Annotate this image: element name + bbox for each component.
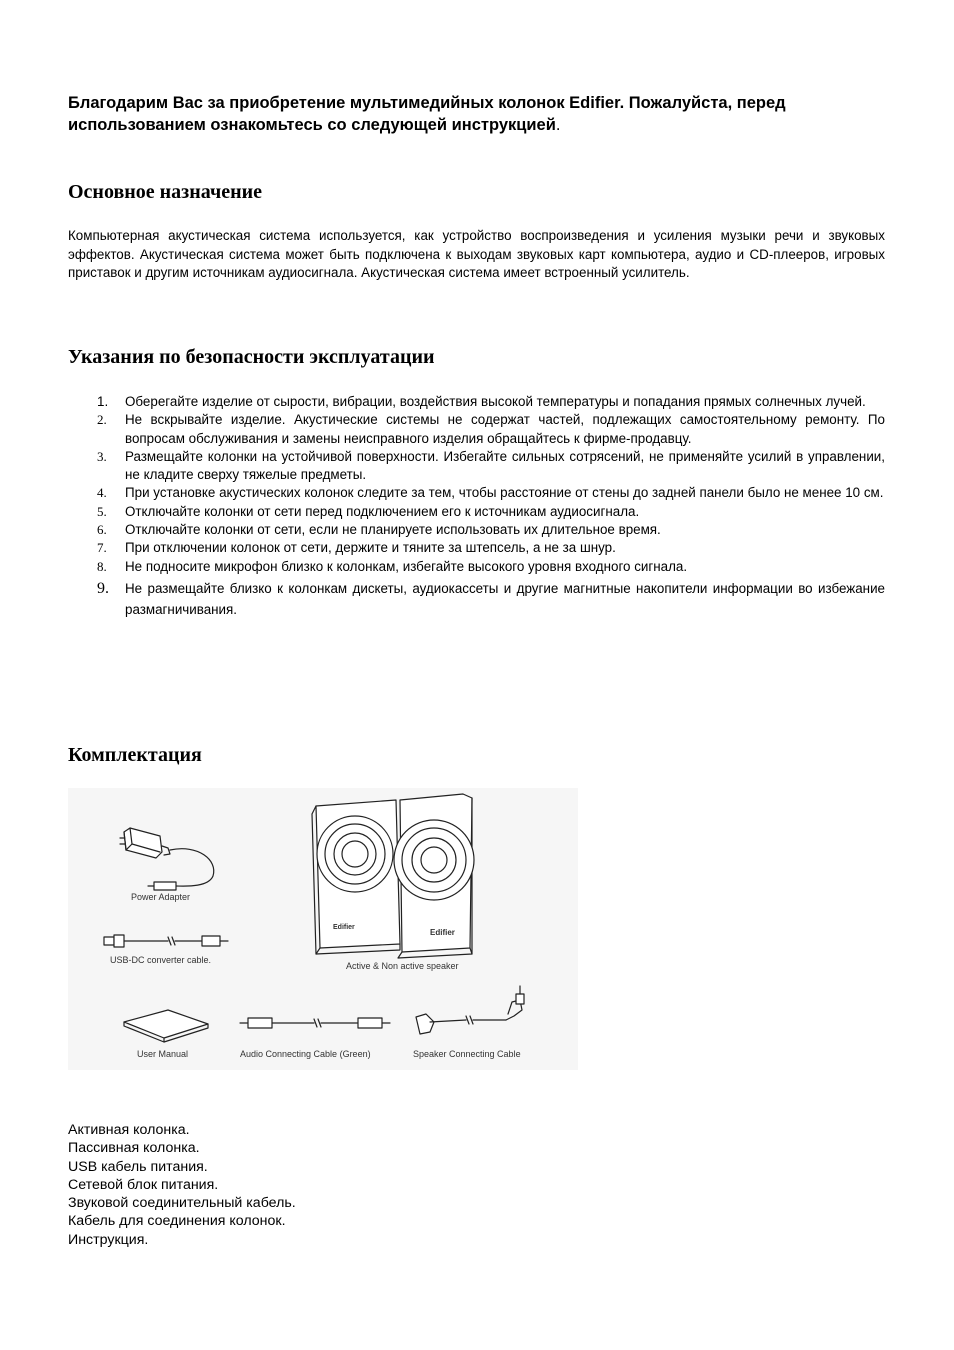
caption-speaker-cable: Speaker Connecting Cable — [413, 1049, 521, 1059]
rule-text: Не подносите микрофон близко к колонкам, избегайте высокого уровня входного сигнала. — [125, 558, 688, 574]
safety-heading: Указания по безопасности эксплуатации — [68, 346, 435, 368]
intro-text — [68, 92, 888, 136]
safety-rules-list — [68, 393, 885, 620]
package-items-list — [68, 1121, 296, 1249]
package-item: Сетевой блок питания. — [68, 1176, 219, 1193]
safety-rule — [68, 539, 885, 557]
rule-number: 3. — [97, 448, 107, 464]
rule-text: Отключайте колонки от сети перед подключением его к источникам аудиосигнала. — [125, 503, 640, 519]
speaker-cable-illustration — [416, 986, 524, 1034]
rule-number: 6. — [97, 522, 107, 538]
rule-number: 1. — [97, 394, 109, 409]
intro-period: . — [555, 116, 561, 134]
intro-main: Благодарим Вас за приобретение мультимедийных колонок Edifier. Пожалуйста, перед использованием ознакомьтесь со следующей инструкцией — [68, 94, 786, 134]
rule-text: Отключайте колонки от сети, если не планируете использовать их длительное время. — [125, 522, 661, 538]
rule-text: Не вскрывайте изделие. Акустические системы не содержат частей, подлежащих самостоятельному ремонту. По вопросам обслуживания и замены неисправного изделия обращайтесь к фирме-продавцу. — [125, 412, 885, 446]
user-manual-illustration — [124, 1010, 208, 1042]
safety-rule — [68, 393, 885, 411]
rule-text: При отключении колонок от сети, держите и тяните за штепсель, а не за шнур. — [125, 540, 616, 556]
rule-number: 5. — [97, 503, 107, 519]
package-item: Пассивная колонка. — [68, 1140, 200, 1157]
rule-number: 8. — [97, 558, 107, 574]
rule-number: 2. — [97, 412, 107, 428]
rule-text: Не размещайте близко к колонкам дискеты, аудиокассеты и другие магнитные накопители информации во избежание размагничивания. — [125, 580, 885, 617]
safety-rule — [68, 503, 885, 521]
purpose-heading: Основное назначение — [68, 181, 263, 203]
caption-power-adapter: Power Adapter — [131, 892, 191, 902]
speaker-logo-right: Edifier — [430, 928, 455, 937]
package-heading: Комплектация — [68, 744, 202, 766]
package-contents-figure — [68, 788, 578, 1070]
rule-number: 7. — [97, 540, 107, 556]
safety-rule — [68, 411, 885, 448]
package-item: USB кабель питания. — [68, 1158, 208, 1175]
package-item: Кабель для соединения колонок. — [68, 1213, 286, 1230]
package-item: Активная колонка. — [68, 1122, 190, 1138]
caption-user-manual: User Manual — [137, 1049, 189, 1059]
speaker-logo-left: Edifier — [333, 924, 355, 931]
usb-cable-illustration — [104, 935, 228, 947]
power-adapter-illustration — [120, 828, 214, 890]
purpose-paragraph: Компьютерная акустическая система используется, как устройство воспроизведения и усиления музыки речи и звуковых эффектов. Акустическая система может быть подключена к выходам звуковых карт компьютера, аудио и CD-плееров, игровых приставок и другим источникам аудиосигнала. Акустическая система имеет встроенный усилитель. — [68, 228, 885, 280]
rule-number: 9. — [97, 579, 109, 597]
caption-audio-cable: Audio Connecting Cable (Green) — [240, 1049, 371, 1059]
rule-text: При установке акустических колонок следите за тем, чтобы расстояние от стены до задней панели было не менее 10 см. — [125, 485, 884, 501]
audio-cable-illustration — [240, 1018, 390, 1028]
caption-usb-cable: USB-DC converter cable. — [110, 955, 212, 965]
safety-rule — [68, 578, 885, 620]
rule-text: Размещайте колонки на устойчивой поверхности. Избегайте сильных сотрясений, не применяйте усилий в управлении, не кладите сверху тяжелые предметы. — [125, 448, 885, 483]
rule-text: Оберегайте изделие от сырости, вибрации, воздействия высокой температуры и попадания прямых солнечных лучей. — [125, 394, 866, 409]
safety-rule — [68, 558, 885, 576]
caption-speakers: Active & Non active speaker — [346, 961, 459, 971]
safety-rule — [68, 484, 885, 502]
safety-rule — [68, 448, 885, 485]
package-item: Звуковой соединительный кабель. — [68, 1195, 296, 1212]
safety-rule — [68, 521, 885, 539]
rule-number: 4. — [97, 485, 107, 501]
package-item: Инструкция. — [68, 1231, 149, 1248]
